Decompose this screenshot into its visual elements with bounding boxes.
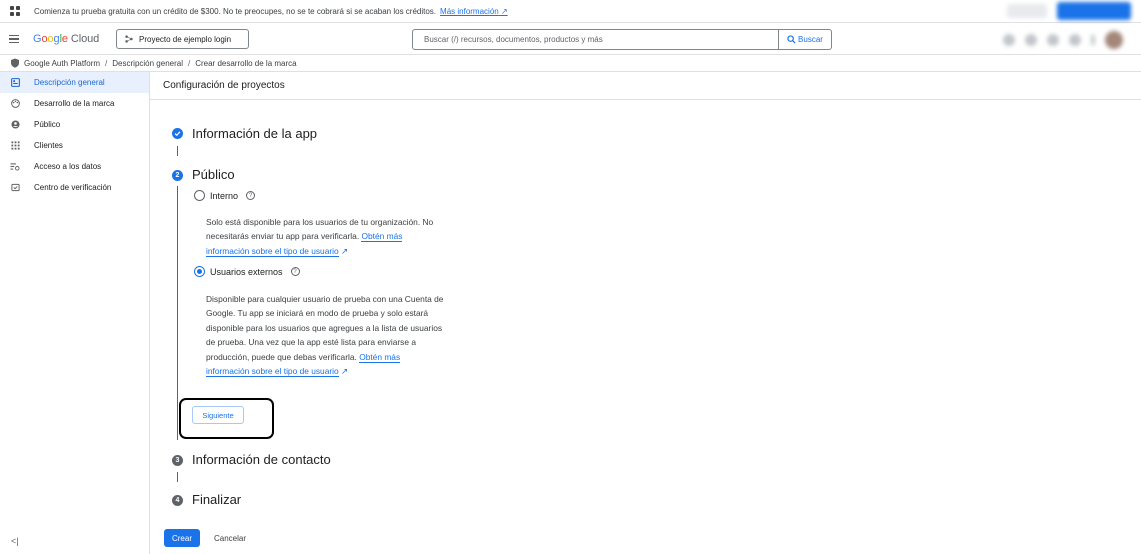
- notifications-icon[interactable]: [1025, 34, 1037, 46]
- search-input[interactable]: Buscar (/) recursos, documentos, productos y más: [424, 35, 603, 44]
- breadcrumb-item-overview[interactable]: Descripción general: [112, 58, 183, 68]
- breadcrumb: [0, 55, 1141, 72]
- internal-description: Solo está disponible para los usuarios de tu organización. No necesitarás enviar tu app para verificarla. Obtén más información sobre el tipo de usuario ↗: [206, 217, 434, 256]
- external-link-icon: ↗: [500, 6, 508, 16]
- promo-actions-blurred: [1007, 2, 1131, 20]
- apps-grid-icon[interactable]: [10, 6, 20, 16]
- more-vert-icon[interactable]: [1091, 34, 1095, 46]
- page-title: Configuración de proyectos: [150, 72, 1141, 100]
- sidebar-item-overview[interactable]: Descripción general: [0, 72, 149, 93]
- person-icon: [10, 120, 20, 130]
- search-bar[interactable]: [412, 29, 832, 50]
- search-button[interactable]: Buscar: [778, 30, 831, 49]
- verification-icon: [10, 183, 20, 193]
- search-icon: [787, 35, 796, 44]
- step-title-app-info[interactable]: Información de la app: [192, 126, 318, 141]
- external-radio[interactable]: [194, 266, 205, 277]
- project-name: Proyecto de ejemplo login: [139, 34, 232, 44]
- grid-icon: [10, 141, 20, 151]
- breadcrumb-separator: /: [105, 58, 108, 68]
- activate-account-button[interactable]: [1057, 2, 1131, 20]
- internal-more-info-link-2[interactable]: información sobre el tipo de usuario: [206, 245, 339, 256]
- google-cloud-logo[interactable]: Google Cloud: [33, 33, 100, 45]
- step-connector: [177, 186, 178, 440]
- external-more-info-link-2[interactable]: información sobre el tipo de usuario: [206, 366, 339, 377]
- promo-text: Comienza tu prueba gratuita con un crédito de $300. No te preocupes, no se te cobrará si se acaban los créditos.: [34, 6, 437, 16]
- external-description: Disponible para cualquier usuario de prueba con una Cuenta de Google. Tu app se iniciará en modo de prueba y solo estará disponible para los usuarios que agregues a la lista de usuarios de prueba. Una vez que la app esté lista para enviarse a producción, puede que debas verificarla. Obtén más información sobre el tipo de usuario ↗: [206, 294, 444, 377]
- sidebar-item-data-access[interactable]: Acceso a los datos: [0, 156, 149, 177]
- dashboard-icon: [10, 78, 20, 88]
- sidebar: [0, 72, 150, 554]
- data-access-icon: [10, 162, 20, 172]
- step-number-3-icon: 3: [172, 455, 183, 466]
- settings-icon[interactable]: [1069, 34, 1081, 46]
- help-circle-icon[interactable]: ?: [291, 267, 300, 276]
- breadcrumb-separator: /: [187, 58, 191, 68]
- gemini-icon[interactable]: [1003, 34, 1015, 46]
- palette-icon: [10, 99, 20, 109]
- external-label: Usuarios externos: [210, 266, 283, 277]
- step-title-audience[interactable]: Público: [192, 167, 235, 182]
- external-link-icon: ↗: [341, 245, 349, 256]
- help-circle-icon[interactable]: ?: [246, 191, 255, 200]
- cancel-button[interactable]: Cancelar: [213, 533, 246, 543]
- top-bar: [0, 23, 1141, 55]
- step-title-finish[interactable]: Finalizar: [192, 492, 242, 507]
- internal-label: Interno: [210, 190, 239, 201]
- step-number-2-icon: 2: [172, 170, 183, 181]
- promo-bar: [0, 0, 1141, 23]
- project-node-icon: [125, 35, 133, 43]
- step-complete-check-icon: [172, 128, 183, 139]
- project-picker-button[interactable]: [116, 29, 249, 49]
- menu-icon[interactable]: [9, 35, 19, 43]
- dismiss-button[interactable]: [1007, 4, 1047, 18]
- next-button[interactable]: Siguiente: [192, 406, 244, 424]
- help-icon[interactable]: [1047, 34, 1059, 46]
- internal-option[interactable]: [194, 190, 255, 201]
- step-connector: [177, 472, 178, 482]
- internal-more-info-link[interactable]: Obtén más: [361, 231, 403, 242]
- promo-more-info-link[interactable]: Más información ↗: [440, 6, 508, 16]
- step-connector: [177, 146, 178, 156]
- sidebar-item-audience[interactable]: Público: [0, 114, 149, 135]
- internal-radio[interactable]: [194, 190, 205, 201]
- sidebar-item-verification-center[interactable]: Centro de verificación: [0, 177, 149, 198]
- avatar[interactable]: [1105, 31, 1123, 49]
- top-right-actions-blurred: [1003, 31, 1123, 49]
- external-option[interactable]: [194, 266, 300, 277]
- shield-icon: [10, 58, 20, 68]
- breadcrumb-item-auth-platform[interactable]: Google Auth Platform: [24, 58, 101, 68]
- step-title-contact-info[interactable]: Información de contacto: [192, 452, 331, 467]
- sidebar-item-clients[interactable]: Clientes: [0, 135, 149, 156]
- step-number-4-icon: 4: [172, 495, 183, 506]
- collapse-sidebar-icon[interactable]: <|: [11, 536, 19, 546]
- breadcrumb-item-create-branding: Crear desarrollo de la marca: [195, 58, 297, 68]
- create-button[interactable]: Crear: [164, 529, 200, 547]
- sidebar-item-branding[interactable]: Desarrollo de la marca: [0, 93, 149, 114]
- external-more-info-link[interactable]: Obtén más: [359, 351, 401, 362]
- external-link-icon: ↗: [341, 366, 349, 377]
